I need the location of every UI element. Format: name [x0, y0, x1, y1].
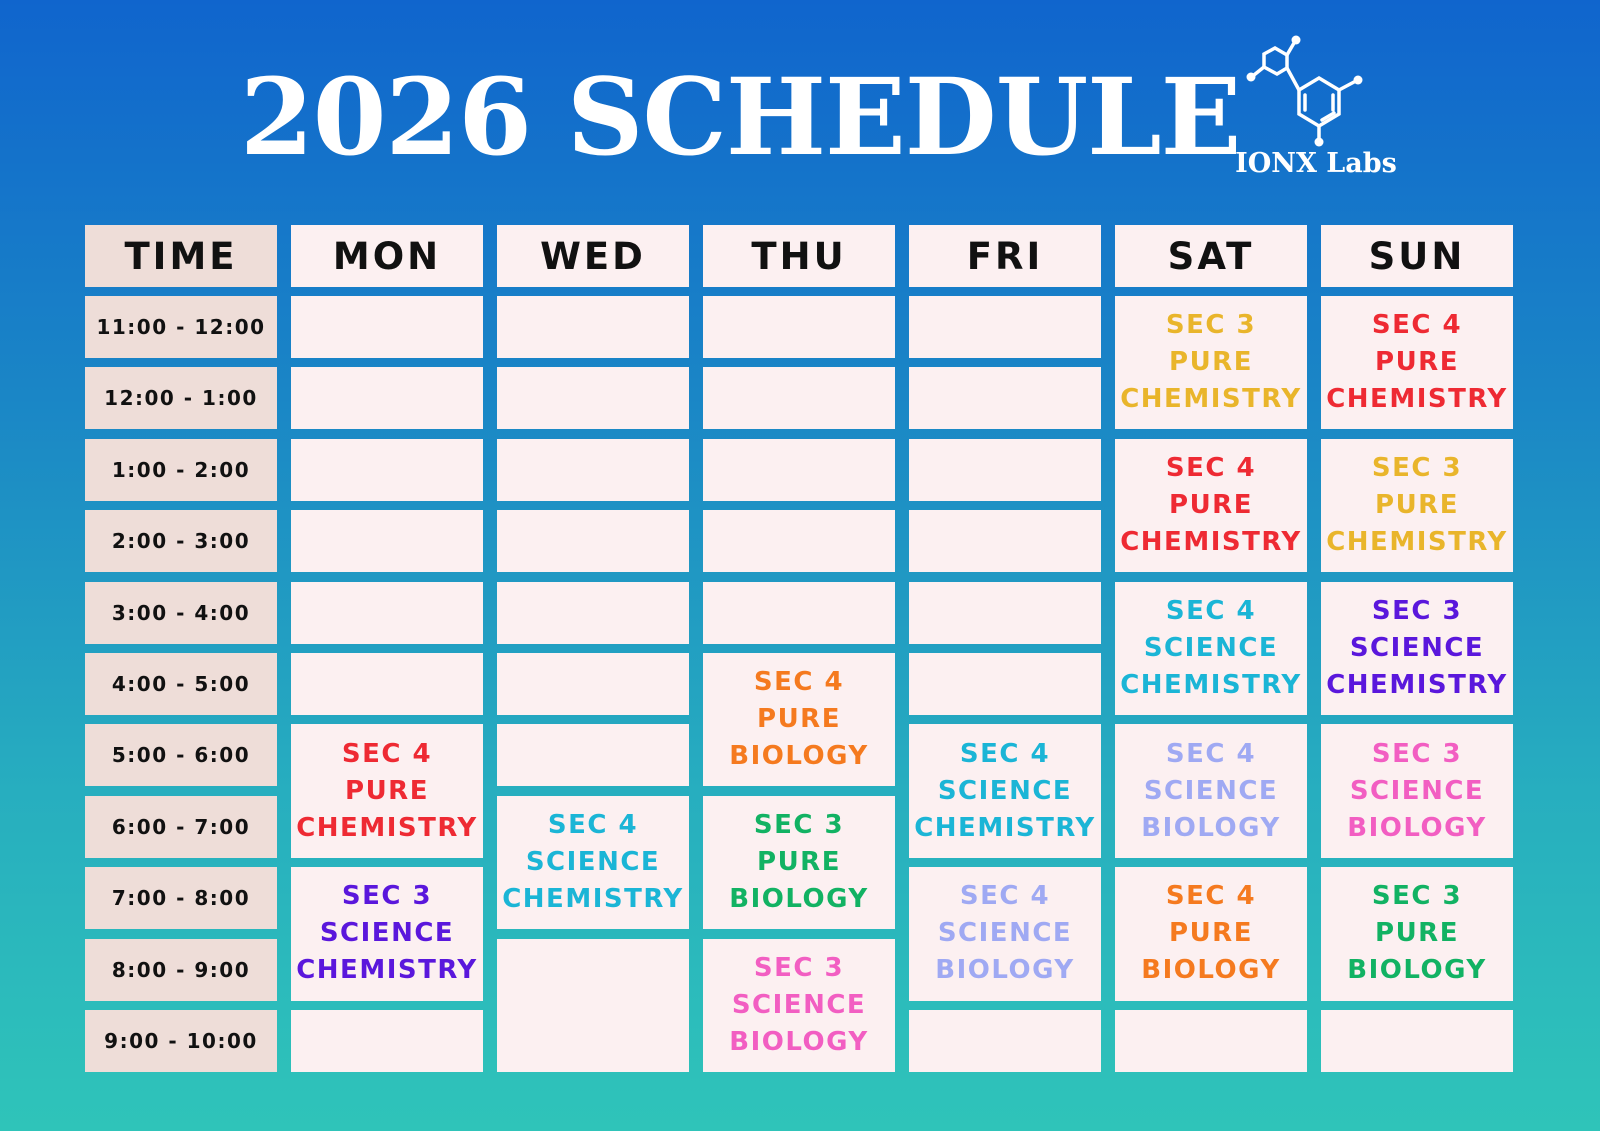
class-subject: CHEMISTRY: [1120, 384, 1302, 415]
empty-slot: [497, 939, 689, 1072]
class-subject: BIOLOGY: [1141, 812, 1281, 843]
empty-slot: [703, 439, 895, 501]
ionx-labs-logo: [1212, 30, 1422, 190]
class-block: [1321, 867, 1513, 1000]
class-type: SCIENCE: [319, 918, 455, 949]
class-type: PURE: [1169, 918, 1253, 949]
class-subject: BIOLOGY: [729, 741, 869, 772]
class-type: SCIENCE: [1349, 775, 1485, 806]
class-type: PURE: [1375, 347, 1459, 378]
class-subject: CHEMISTRY: [1326, 526, 1508, 557]
molecule-icon: [1242, 30, 1392, 150]
class-type: SCIENCE: [525, 846, 661, 877]
class-level: SEC 3: [1371, 881, 1463, 912]
class-type: SCIENCE: [937, 918, 1073, 949]
day-header-4: SAT: [1115, 225, 1307, 287]
class-type: SCIENCE: [1143, 632, 1279, 663]
class-block: [1115, 296, 1307, 429]
class-level: SEC 4: [1165, 738, 1257, 769]
empty-slot: [291, 1010, 483, 1072]
class-type: PURE: [1169, 489, 1253, 520]
empty-slot: [497, 296, 689, 358]
empty-slot: [909, 1010, 1101, 1072]
class-subject: BIOLOGY: [1141, 955, 1281, 986]
empty-slot: [291, 439, 483, 501]
time-slot: 1:00 - 2:00: [85, 439, 277, 501]
empty-slot: [1321, 1010, 1513, 1072]
empty-slot: [909, 582, 1101, 644]
time-slot: 2:00 - 3:00: [85, 510, 277, 572]
class-block: [1115, 582, 1307, 715]
empty-slot: [291, 653, 483, 715]
class-level: SEC 4: [1165, 595, 1257, 626]
class-subject: CHEMISTRY: [1326, 669, 1508, 700]
empty-slot: [909, 439, 1101, 501]
class-level: SEC 3: [341, 881, 433, 912]
day-header-1: WED: [497, 225, 689, 287]
empty-slot: [291, 296, 483, 358]
empty-slot: [909, 296, 1101, 358]
time-slot: 8:00 - 9:00: [85, 939, 277, 1001]
class-subject: CHEMISTRY: [1120, 526, 1302, 557]
class-level: SEC 4: [959, 881, 1051, 912]
time-slot: 5:00 - 6:00: [85, 724, 277, 786]
class-subject: CHEMISTRY: [1120, 669, 1302, 700]
empty-slot: [703, 510, 895, 572]
class-block: [497, 796, 689, 929]
class-type: PURE: [757, 846, 841, 877]
empty-slot: [909, 367, 1101, 429]
class-block: [1321, 582, 1513, 715]
class-block: [291, 724, 483, 857]
time-slot: 11:00 - 12:00: [85, 296, 277, 358]
class-block: [1115, 867, 1307, 1000]
class-type: SCIENCE: [731, 989, 867, 1020]
time-slot: 4:00 - 5:00: [85, 653, 277, 715]
class-block: [703, 653, 895, 786]
class-level: SEC 4: [341, 738, 433, 769]
class-type: PURE: [1169, 347, 1253, 378]
empty-slot: [497, 653, 689, 715]
empty-slot: [497, 582, 689, 644]
time-slot: 7:00 - 8:00: [85, 867, 277, 929]
day-header-2: THU: [703, 225, 895, 287]
class-block: [1321, 296, 1513, 429]
empty-slot: [909, 510, 1101, 572]
class-level: SEC 3: [1371, 595, 1463, 626]
logo-text: IONX Labs: [1235, 148, 1397, 179]
class-level: SEC 4: [959, 738, 1051, 769]
time-slot: 3:00 - 4:00: [85, 582, 277, 644]
class-subject: BIOLOGY: [1347, 812, 1487, 843]
class-level: SEC 4: [1165, 452, 1257, 483]
class-block: [703, 796, 895, 929]
page-title: 2026 SCHEDULE: [240, 54, 1241, 179]
time-slot: 9:00 - 10:00: [85, 1010, 277, 1072]
empty-slot: [703, 296, 895, 358]
class-subject: CHEMISTRY: [1326, 384, 1508, 415]
empty-slot: [291, 510, 483, 572]
class-type: SCIENCE: [1349, 632, 1485, 663]
class-block: [909, 724, 1101, 857]
class-type: PURE: [757, 704, 841, 735]
empty-slot: [703, 582, 895, 644]
class-subject: BIOLOGY: [729, 1026, 869, 1057]
class-level: SEC 4: [753, 667, 845, 698]
class-block: [1321, 724, 1513, 857]
empty-slot: [497, 367, 689, 429]
class-block: [1115, 724, 1307, 857]
class-subject: CHEMISTRY: [914, 812, 1096, 843]
class-level: SEC 3: [753, 952, 845, 983]
empty-slot: [291, 582, 483, 644]
time-slot: 6:00 - 7:00: [85, 796, 277, 858]
class-block: [291, 867, 483, 1000]
class-block: [703, 939, 895, 1072]
empty-slot: [497, 439, 689, 501]
class-subject: CHEMISTRY: [296, 955, 478, 986]
class-block: [1115, 439, 1307, 572]
class-type: PURE: [1375, 918, 1459, 949]
empty-slot: [497, 510, 689, 572]
class-subject: BIOLOGY: [935, 955, 1075, 986]
class-level: SEC 3: [1371, 738, 1463, 769]
class-subject: BIOLOGY: [729, 883, 869, 914]
empty-slot: [703, 367, 895, 429]
empty-slot: [1115, 1010, 1307, 1072]
day-header-5: SUN: [1321, 225, 1513, 287]
class-level: SEC 4: [1371, 310, 1463, 341]
class-type: PURE: [1375, 489, 1459, 520]
day-header-0: MON: [291, 225, 483, 287]
class-subject: CHEMISTRY: [502, 883, 684, 914]
class-level: SEC 4: [1165, 881, 1257, 912]
time-slot: 12:00 - 1:00: [85, 367, 277, 429]
class-type: SCIENCE: [1143, 775, 1279, 806]
class-level: SEC 4: [547, 809, 639, 840]
class-level: SEC 3: [1165, 310, 1257, 341]
class-type: PURE: [345, 775, 429, 806]
empty-slot: [291, 367, 483, 429]
class-subject: CHEMISTRY: [296, 812, 478, 843]
class-type: SCIENCE: [937, 775, 1073, 806]
class-block: [1321, 439, 1513, 572]
class-subject: BIOLOGY: [1347, 955, 1487, 986]
class-level: SEC 3: [1371, 452, 1463, 483]
day-header-3: FRI: [909, 225, 1101, 287]
time-column-header: TIME: [85, 225, 277, 287]
empty-slot: [909, 653, 1101, 715]
empty-slot: [497, 724, 689, 786]
class-level: SEC 3: [753, 809, 845, 840]
class-block: [909, 867, 1101, 1000]
